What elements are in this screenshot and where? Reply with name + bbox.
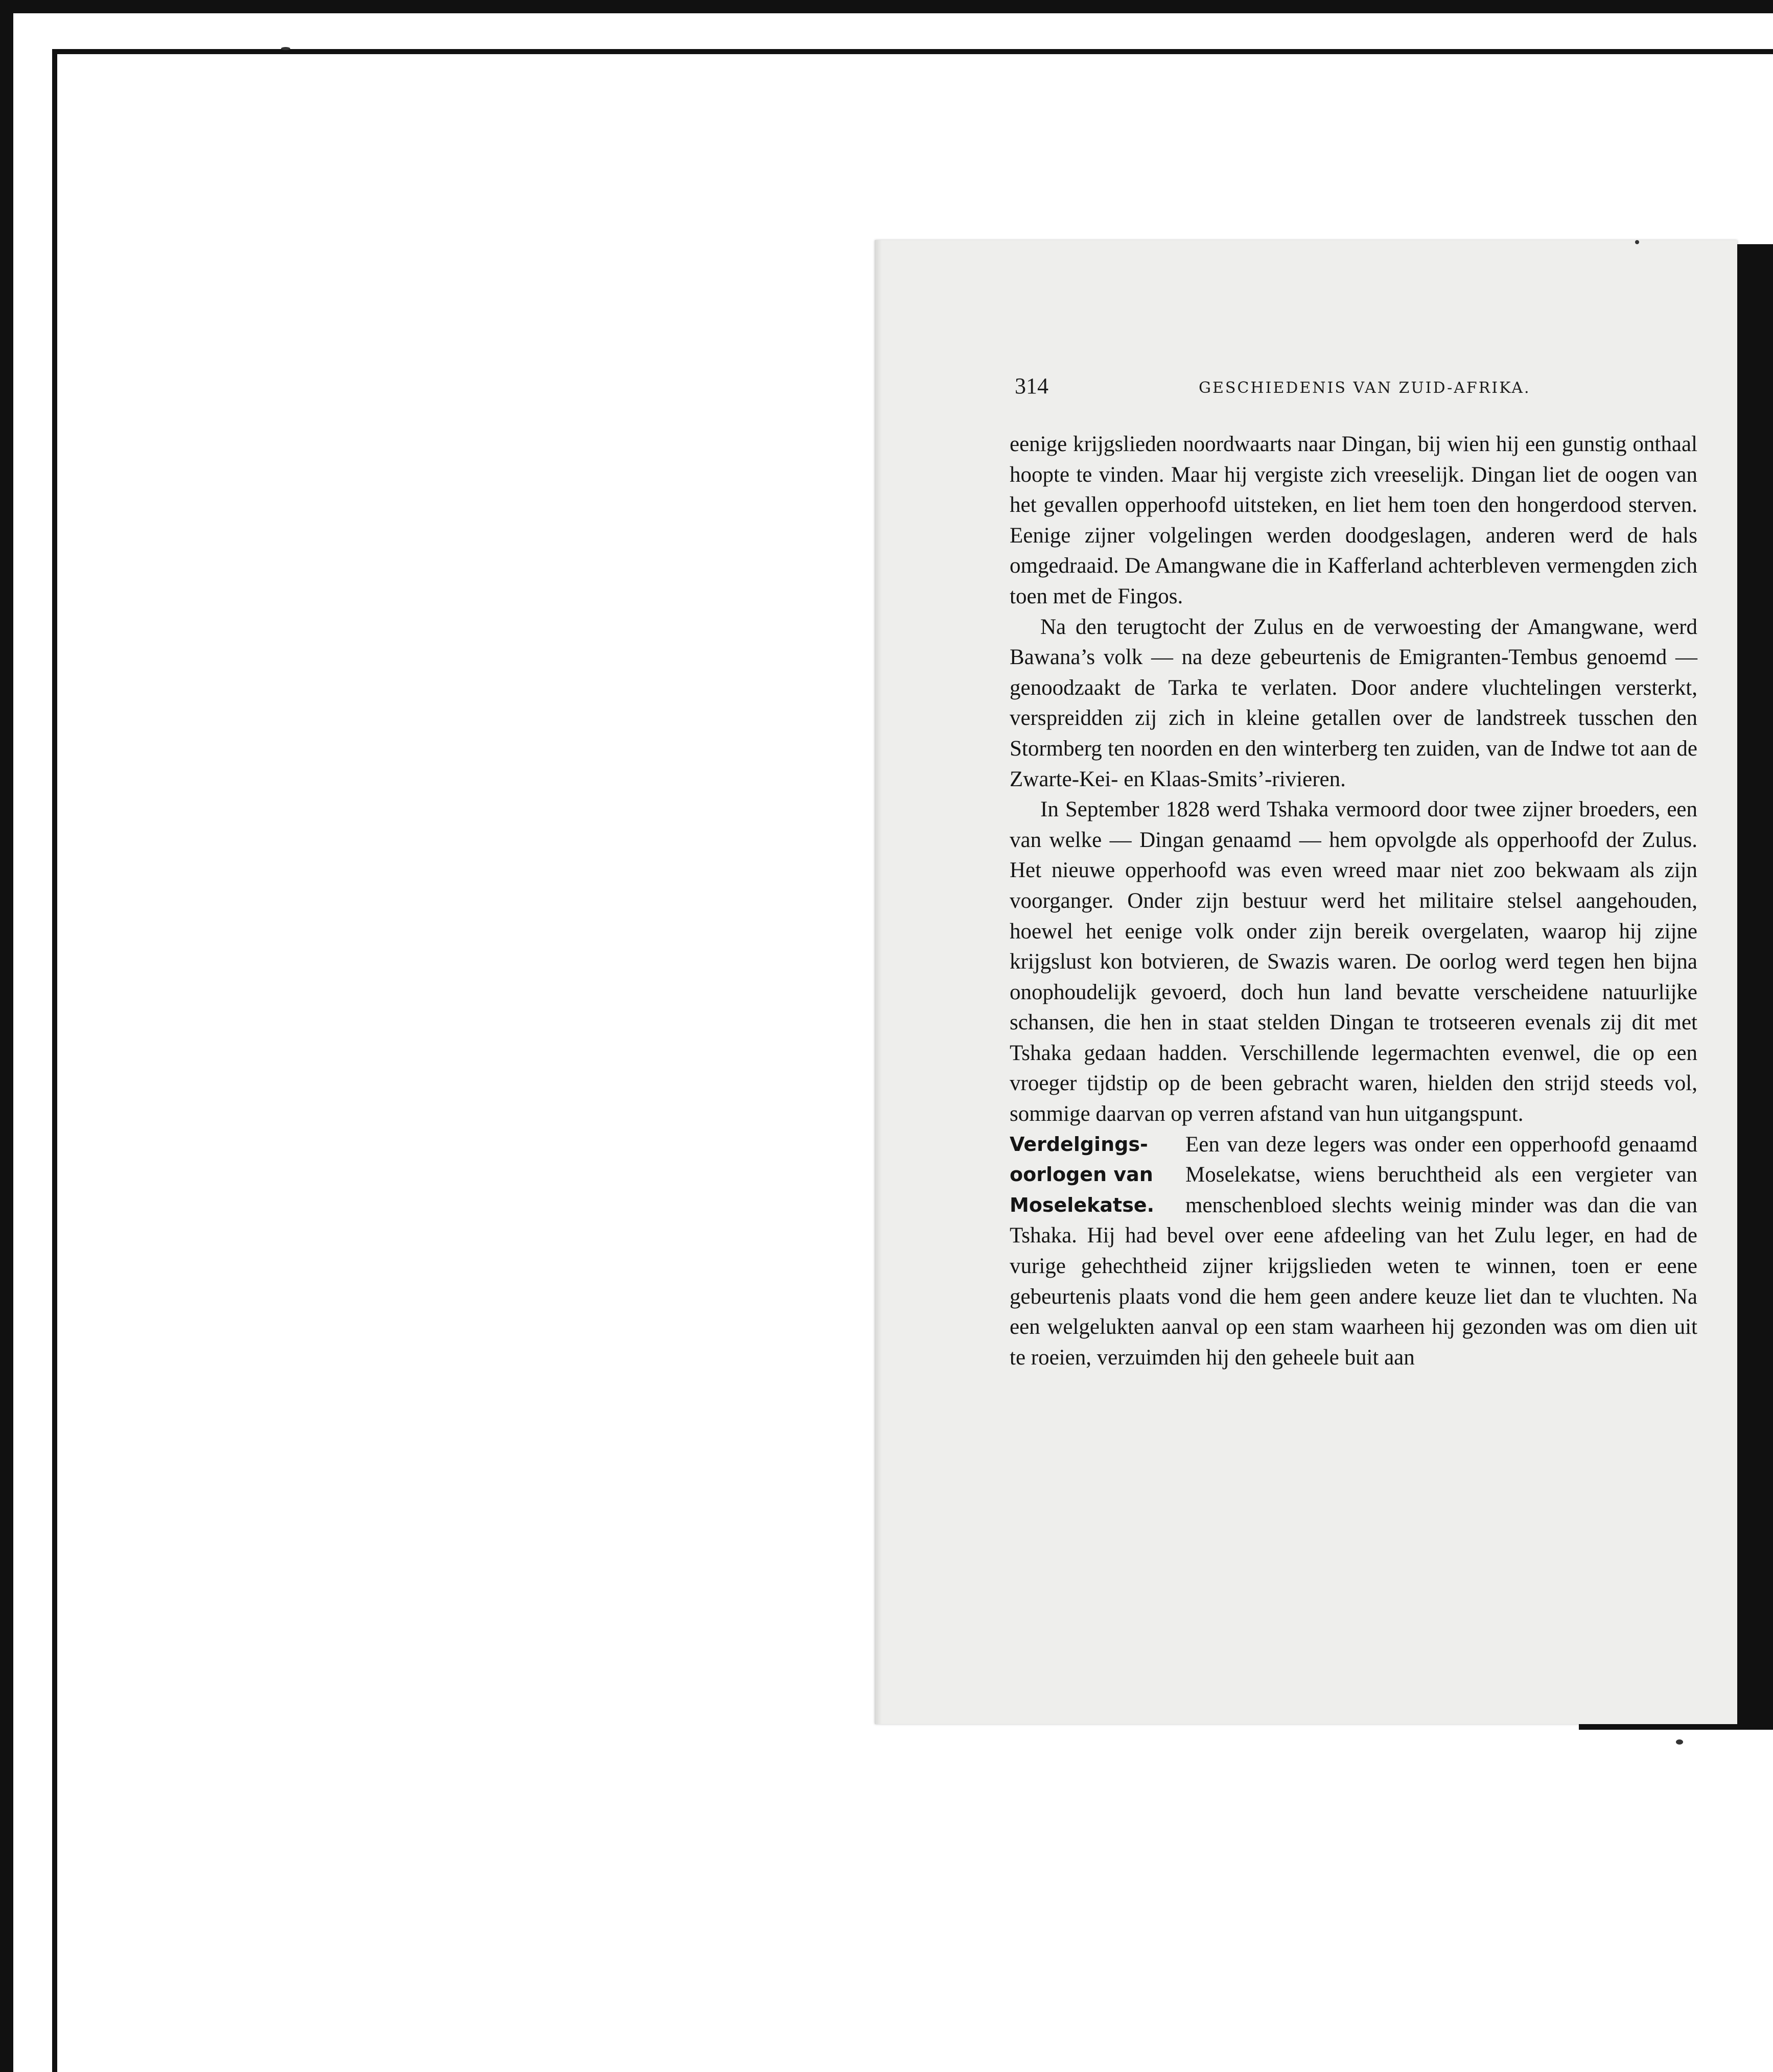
scan-top-border <box>0 0 1773 13</box>
scan-speck <box>1635 240 1639 244</box>
scan-speck <box>1676 1739 1683 1745</box>
body-text <box>1010 429 1697 1373</box>
scan-speck <box>281 47 290 50</box>
page-header <box>1015 373 1694 404</box>
scan-frame-top-line <box>52 49 1773 54</box>
scan-left-border <box>0 0 13 2072</box>
scan-frame-left-line <box>52 49 57 2072</box>
marginal-section <box>1010 1129 1697 1373</box>
marginal-note <box>1010 1129 1168 1221</box>
marginal-note-line-2: oorlogen van <box>1010 1163 1153 1186</box>
page-edge-shadow <box>875 240 882 1724</box>
paragraph-4: Een van deze legers was onder een opperhoofd genaamd Moselekatse, wiens beruchtheid als een vergieter van menschenbloed slechts weinig minder was dan die van Tshaka. Hij had bevel over eene afdeeling van het Zulu leger, en had de vurige gehechtheid zijner krijgslieden weten te winnen, toen er eene gebeurtenis plaats vond die hem geen andere keuze liet dan te vluchten. Na een welgelukten aanval op een stam waarheen hij gezonden was om dien uit te roeien, verzuimden hij den geheele buit aan <box>1010 1132 1697 1370</box>
paragraph-1: eenige krijgslieden noordwaarts naar Dingan, bij wien hij een gunstig onthaal hoopte te vinden. Maar hij vergiste zich vreeselijk. Dingan liet de oogen van het gevallen opperhoofd uitsteken, en liet hem toen den hongerdood sterven. Eenige zijner volgelingen werden doodgeslagen, anderen werd de hals omgedraaid. De Amangwane die in Kafferland achterbleven vermengden zich toen met de Fingos. <box>1010 432 1697 608</box>
marginal-note-line-3: Moselekatse. <box>1010 1193 1155 1216</box>
paragraph-2: Na den terugtocht der Zulus en de verwoesting der Amangwane, werd Bawana’s volk — na deze gebeurtenis de Emigranten-Tembus genoemd — genoodzaakt de Tarka te verlaten. Door andere vluchtelingen versterkt, verspreidden zij zich in kleine getallen over de landstreek tusschen den Stormberg ten noorden en den winterberg ten zuiden, van de Indwe tot aan de Zwarte-Kei- en Klaas-Smits’-rivieren. <box>1010 615 1697 791</box>
scan-right-border <box>1737 244 1773 1726</box>
paragraph-3: In September 1828 werd Tshaka vermoord door twee zijner broeders, een van welke — Dingan genaamd — hem opvolgde als opperhoofd der Zulus. Het nieuwe opperhoofd was even wreed maar niet zoo bekwaam als zijn voorganger. Onder zijn bestuur werd het militaire stelsel aangehouden, hoewel het eenige volk onder zijn bereik overgelaten, waarop hij zijne krijgslust kon botvieren, de Swazis waren. De oorlog werd tegen hen bijna onophoudelijk gevoerd, doch hun land bevatte verscheidene natuurlijke schansen, die hen in staat stelden Dingan te trotseeren evenals zij dit met Tshaka gedaan hadden. Verschillende legermachten evenwel, die op een vroeger tijdstip op de been gebracht waren, hielden den strijd steeds vol, sommige daarvan op verren afstand van hun uitgangspunt. <box>1010 797 1697 1126</box>
page-number: 314 <box>1015 373 1048 398</box>
running-title: GESCHIEDENIS VAN ZUID-AFRIKA. <box>1199 379 1531 397</box>
marginal-note-line-1: Verdelgings- <box>1010 1133 1148 1156</box>
